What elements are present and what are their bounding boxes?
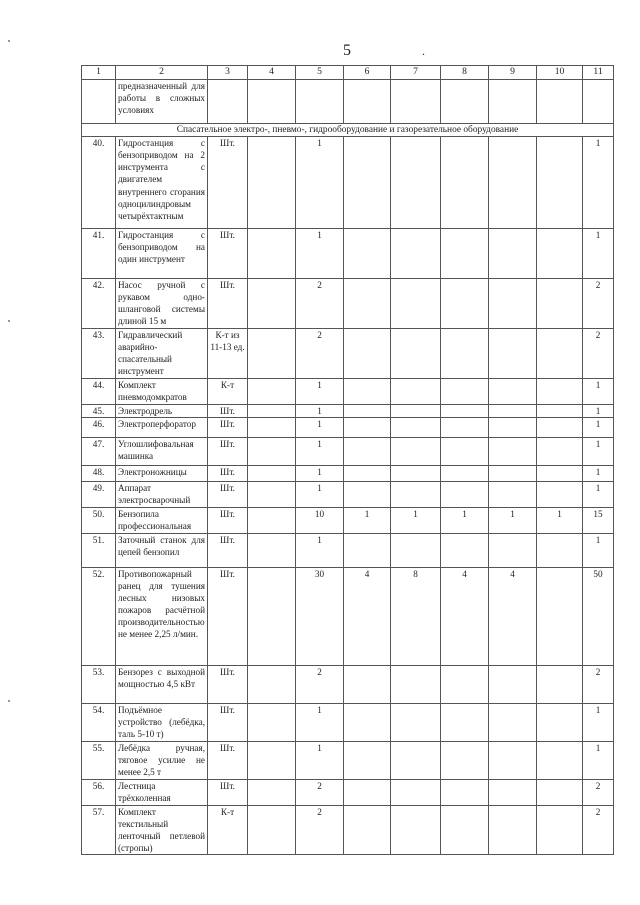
column-header: 10 [537, 66, 583, 80]
col6-cell [344, 279, 391, 329]
unit-cell: Шт. [208, 229, 248, 279]
col10-cell [537, 404, 583, 417]
item-name: Гидростанция с бензоприводом на один инструмент [116, 229, 208, 279]
col4-cell [248, 465, 296, 481]
row-number: 48. [82, 465, 116, 481]
col10-cell [537, 137, 583, 229]
row-number: 57. [82, 805, 116, 855]
col5-cell: 30 [296, 567, 344, 665]
total-cell: 1 [583, 137, 614, 229]
col4-cell [248, 507, 296, 533]
table-row [82, 481, 614, 507]
row-number: 42. [82, 279, 116, 329]
total-cell: 2 [583, 279, 614, 329]
row-number: 52. [82, 567, 116, 665]
col4-cell [248, 665, 296, 703]
col8-cell [441, 229, 489, 279]
col5-cell: 2 [296, 329, 344, 379]
unit-cell: Шт. [208, 567, 248, 665]
item-name: Электроножницы [116, 465, 208, 481]
continuation-row [82, 79, 614, 123]
col4-cell [248, 703, 296, 741]
scan-mark: . [422, 44, 425, 58]
col7-cell [391, 703, 441, 741]
row-number: 55. [82, 741, 116, 779]
scan-mark [8, 700, 10, 702]
unit-cell: Шт. [208, 703, 248, 741]
col8-cell [441, 137, 489, 229]
col4-cell [248, 378, 296, 404]
col5-cell: 1 [296, 703, 344, 741]
row-number: 51. [82, 533, 116, 567]
col8-cell [441, 741, 489, 779]
item-name: Лебёдка ручная, тяговое усилие не менее 2,5 т [116, 741, 208, 779]
column-header: 6 [344, 66, 391, 80]
col10-cell [537, 741, 583, 779]
unit-cell: Шт. [208, 404, 248, 417]
total-cell: 2 [583, 329, 614, 379]
col9-cell: 4 [489, 567, 537, 665]
col4-cell [248, 567, 296, 665]
col9-cell [489, 779, 537, 805]
col10-cell [537, 329, 583, 379]
col5-cell: 10 [296, 507, 344, 533]
col6-cell [344, 741, 391, 779]
unit-cell: Шт. [208, 279, 248, 329]
unit-cell: Шт. [208, 507, 248, 533]
table-row [82, 507, 614, 533]
col9-cell [489, 417, 537, 437]
item-name: Электроперфоратор [116, 417, 208, 437]
row-number: 41. [82, 229, 116, 279]
total-cell: 1 [583, 533, 614, 567]
col9-cell [489, 329, 537, 379]
table-row [82, 567, 614, 665]
row-number: 50. [82, 507, 116, 533]
col9-cell [489, 665, 537, 703]
col5-cell: 1 [296, 481, 344, 507]
unit-cell: Шт. [208, 417, 248, 437]
col10-cell [537, 779, 583, 805]
equipment-table [81, 65, 614, 855]
item-name: Углошлифовальная машинка [116, 437, 208, 465]
col8-cell: 4 [441, 567, 489, 665]
col5-cell: 2 [296, 665, 344, 703]
col9-cell [489, 741, 537, 779]
col8-cell [441, 703, 489, 741]
total-cell: 2 [583, 665, 614, 703]
item-name: Аппарат электросварочный [116, 481, 208, 507]
section-row [82, 123, 614, 136]
col6-cell [344, 703, 391, 741]
unit-cell: Шт. [208, 465, 248, 481]
col8-cell [441, 437, 489, 465]
item-name: Гидравлический аварийно-спасательный инструмент [116, 329, 208, 379]
col8-cell [441, 378, 489, 404]
col7-cell [391, 779, 441, 805]
col7-cell [391, 805, 441, 855]
row-number: 56. [82, 779, 116, 805]
column-header: 4 [248, 66, 296, 80]
item-name: Подъёмное устройство (лебёдка, таль 5-10 т) [116, 703, 208, 741]
col6-cell [344, 378, 391, 404]
col4-cell [248, 229, 296, 279]
row-number: 45. [82, 404, 116, 417]
table-row [82, 229, 614, 279]
col7-cell [391, 481, 441, 507]
total-cell: 1 [583, 437, 614, 465]
table-row [82, 703, 614, 741]
col8-cell [441, 665, 489, 703]
row-number: 46. [82, 417, 116, 437]
col7-cell: 1 [391, 507, 441, 533]
col10-cell [537, 417, 583, 437]
col9-cell [489, 703, 537, 741]
col4-cell [248, 533, 296, 567]
col9-cell [489, 137, 537, 229]
column-header: 7 [391, 66, 441, 80]
col4-cell [248, 805, 296, 855]
table-row [82, 137, 614, 229]
col7-cell [391, 741, 441, 779]
table-row [82, 437, 614, 465]
table-row [82, 378, 614, 404]
col6-cell: 4 [344, 567, 391, 665]
table-row [82, 279, 614, 329]
col10-cell [537, 533, 583, 567]
header-row [82, 66, 614, 80]
col7-cell [391, 329, 441, 379]
continuation-text: предназначенный для работы в сложных условиях [116, 79, 208, 123]
total-cell: 1 [583, 703, 614, 741]
col10-cell [537, 279, 583, 329]
column-header: 3 [208, 66, 248, 80]
table-row [82, 533, 614, 567]
col9-cell [489, 279, 537, 329]
col9-cell [489, 437, 537, 465]
total-cell: 1 [583, 229, 614, 279]
item-name: Гидростанция с бензоприводом на 2 инструмента с двигателем внутреннего сгорания одноцилиндровым четырёхтактным [116, 137, 208, 229]
table-row [82, 741, 614, 779]
col6-cell [344, 404, 391, 417]
col8-cell [441, 533, 489, 567]
col7-cell [391, 137, 441, 229]
scan-mark [8, 320, 10, 322]
total-cell: 50 [583, 567, 614, 665]
column-header: 1 [82, 66, 116, 80]
col5-cell: 1 [296, 417, 344, 437]
col9-cell [489, 805, 537, 855]
col9-cell [489, 465, 537, 481]
col9-cell [489, 481, 537, 507]
col10-cell: 1 [537, 507, 583, 533]
row-number: 40. [82, 137, 116, 229]
total-cell: 2 [583, 805, 614, 855]
col4-cell [248, 329, 296, 379]
col10-cell [537, 703, 583, 741]
col8-cell [441, 465, 489, 481]
scan-mark [8, 40, 10, 42]
item-name: Насос ручной с рукавом одно-шланговой системы длиной 15 м [116, 279, 208, 329]
col4-cell [248, 137, 296, 229]
unit-cell: К-т [208, 378, 248, 404]
col10-cell [537, 481, 583, 507]
table-row [82, 404, 614, 417]
column-header: 11 [583, 66, 614, 80]
col6-cell [344, 465, 391, 481]
col4-cell [248, 481, 296, 507]
row-number: 49. [82, 481, 116, 507]
unit-cell: Шт. [208, 437, 248, 465]
total-cell: 1 [583, 378, 614, 404]
item-name: Бензорез с выходной мощностью 4,5 кВт [116, 665, 208, 703]
col6-cell [344, 533, 391, 567]
col5-cell: 2 [296, 805, 344, 855]
col7-cell [391, 229, 441, 279]
col6-cell [344, 437, 391, 465]
col4-cell [248, 404, 296, 417]
col4-cell [248, 741, 296, 779]
col7-cell [391, 378, 441, 404]
col5-cell: 1 [296, 229, 344, 279]
col5-cell: 1 [296, 404, 344, 417]
table-row [82, 805, 614, 855]
col10-cell [537, 229, 583, 279]
unit-cell: Шт. [208, 533, 248, 567]
col6-cell [344, 229, 391, 279]
col7-cell [391, 465, 441, 481]
row-number: 47. [82, 437, 116, 465]
col7-cell [391, 279, 441, 329]
col6-cell [344, 417, 391, 437]
col8-cell [441, 404, 489, 417]
row-number: 53. [82, 665, 116, 703]
col10-cell [537, 665, 583, 703]
unit-cell: К-т [208, 805, 248, 855]
row-number: 44. [82, 378, 116, 404]
col8-cell [441, 417, 489, 437]
col10-cell [537, 465, 583, 481]
col8-cell [441, 805, 489, 855]
col5-cell: 1 [296, 378, 344, 404]
total-cell: 1 [583, 465, 614, 481]
col5-cell: 1 [296, 465, 344, 481]
col8-cell [441, 329, 489, 379]
total-cell: 1 [583, 481, 614, 507]
table-row [82, 417, 614, 437]
col8-cell [441, 279, 489, 329]
unit-cell: Шт. [208, 137, 248, 229]
item-name: Бензопила профессиональная [116, 507, 208, 533]
column-header: 2 [116, 66, 208, 80]
unit-cell: Шт. [208, 741, 248, 779]
col5-cell: 1 [296, 533, 344, 567]
col5-cell: 2 [296, 279, 344, 329]
item-name: Лестница трёхколенная [116, 779, 208, 805]
col9-cell [489, 378, 537, 404]
col4-cell [248, 437, 296, 465]
col6-cell: 1 [344, 507, 391, 533]
section-title: Спасательное электро-, пневмо-, гидрооборудование и газорезательное оборудование [82, 123, 614, 136]
col10-cell [537, 437, 583, 465]
row-number: 43. [82, 329, 116, 379]
page-number: 5 [343, 42, 351, 59]
total-cell: 2 [583, 779, 614, 805]
col7-cell [391, 533, 441, 567]
table-row [82, 465, 614, 481]
col6-cell [344, 481, 391, 507]
col4-cell [248, 279, 296, 329]
item-name: Заточный станок для цепей бензопил [116, 533, 208, 567]
col9-cell: 1 [489, 507, 537, 533]
col5-cell: 1 [296, 137, 344, 229]
col8-cell [441, 779, 489, 805]
item-name: Комплект пневмодомкратов [116, 378, 208, 404]
col10-cell [537, 805, 583, 855]
col9-cell [489, 533, 537, 567]
total-cell: 1 [583, 417, 614, 437]
col7-cell [391, 404, 441, 417]
table-row [82, 329, 614, 379]
col7-cell [391, 417, 441, 437]
col6-cell [344, 665, 391, 703]
total-cell: 1 [583, 741, 614, 779]
table-row [82, 779, 614, 805]
col4-cell [248, 417, 296, 437]
total-cell: 1 [583, 404, 614, 417]
column-header: 5 [296, 66, 344, 80]
table-row [82, 665, 614, 703]
col5-cell: 1 [296, 741, 344, 779]
column-header: 8 [441, 66, 489, 80]
col7-cell [391, 437, 441, 465]
col8-cell: 1 [441, 507, 489, 533]
col6-cell [344, 137, 391, 229]
col6-cell [344, 329, 391, 379]
col6-cell [344, 779, 391, 805]
col6-cell [344, 805, 391, 855]
row-number: 54. [82, 703, 116, 741]
column-header: 9 [489, 66, 537, 80]
col7-cell [391, 665, 441, 703]
col10-cell [537, 378, 583, 404]
col5-cell: 1 [296, 437, 344, 465]
col9-cell [489, 404, 537, 417]
item-name: Противопожарный ранец для тушения лесных низовых пожаров расчётной производительностью не менее 2,25 л/мин. [116, 567, 208, 665]
col9-cell [489, 229, 537, 279]
unit-cell: Шт. [208, 779, 248, 805]
item-name: Комплект текстильный ленточный петлевой (стропы) [116, 805, 208, 855]
col10-cell [537, 567, 583, 665]
col8-cell [441, 481, 489, 507]
unit-cell: Шт. [208, 665, 248, 703]
item-name: Электродрель [116, 404, 208, 417]
total-cell: 15 [583, 507, 614, 533]
col7-cell: 8 [391, 567, 441, 665]
col5-cell: 2 [296, 779, 344, 805]
col4-cell [248, 779, 296, 805]
unit-cell: Шт. [208, 481, 248, 507]
unit-cell: К-т из 11-13 ед. [208, 329, 248, 379]
